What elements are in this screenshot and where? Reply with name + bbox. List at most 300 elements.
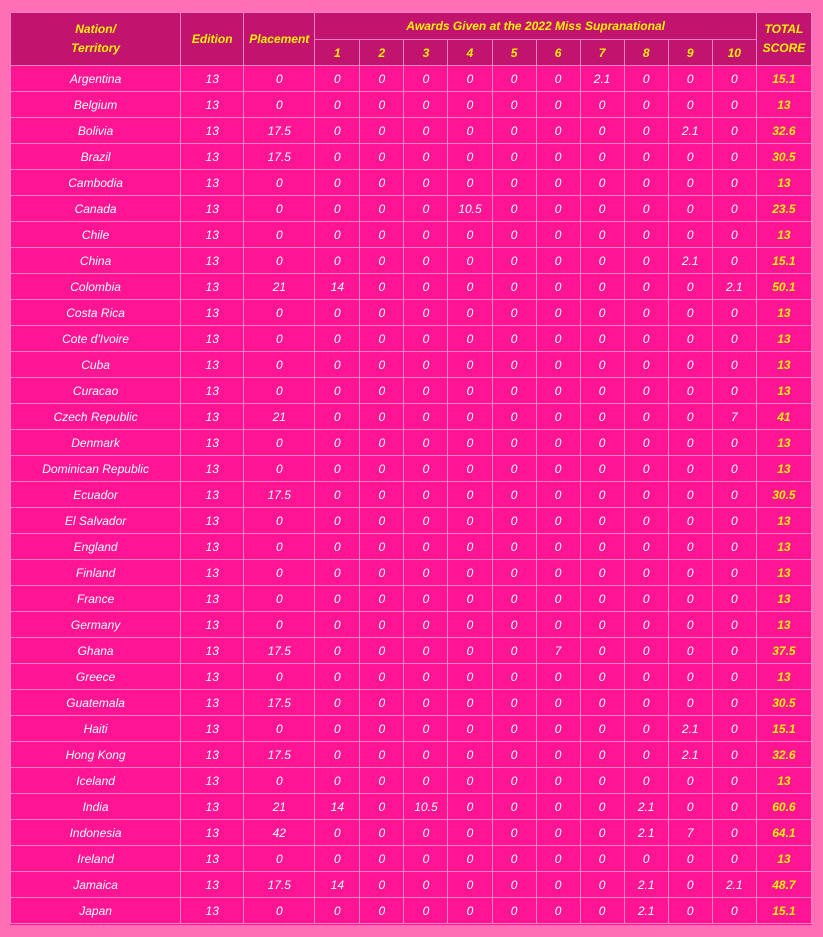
award-2-cell: 0 [360,716,404,742]
placement-cell: 0 [244,508,315,534]
award-1-cell: 0 [315,170,360,196]
table-row [11,430,812,456]
award-5-cell: 0 [492,794,536,820]
total-score-cell: 30.5 [756,690,811,716]
award-6-cell: 0 [536,872,580,898]
total-score-cell: 13 [756,586,811,612]
placement-cell: 0 [244,586,315,612]
award-1-cell: 0 [315,690,360,716]
award-9-cell: 0 [668,664,712,690]
header-award-4: 4 [448,40,492,66]
award-8-cell: 0 [624,716,668,742]
award-6-cell: 0 [536,430,580,456]
award-8-cell: 0 [624,768,668,794]
header-total-score [756,13,811,66]
nation-cell: Denmark [11,430,181,456]
award-4-cell: 0 [448,404,492,430]
award-4-cell: 0 [448,326,492,352]
award-4-cell: 0 [448,742,492,768]
award-1-cell: 0 [315,248,360,274]
award-9-cell: 0 [668,92,712,118]
award-10-cell: 0 [712,612,756,638]
award-9-cell: 0 [668,586,712,612]
total-score-cell: 13 [756,508,811,534]
edition-cell: 13 [181,66,244,92]
award-10-cell: 0 [712,456,756,482]
placement-cell: 0 [244,170,315,196]
award-7-cell: 0 [580,482,624,508]
edition-cell: 13 [181,872,244,898]
award-10-cell: 0 [712,144,756,170]
table-row [11,794,812,820]
award-7-cell: 0 [580,274,624,300]
award-1-cell: 0 [315,326,360,352]
award-7-cell: 0 [580,92,624,118]
award-1-cell: 0 [315,378,360,404]
table-row [11,872,812,898]
table-header [11,13,812,66]
award-6-cell: 7 [536,638,580,664]
table-row [11,846,812,872]
award-2-cell: 0 [360,612,404,638]
nation-cell: Colombia [11,274,181,300]
nation-cell: Ghana [11,638,181,664]
award-10-cell: 0 [712,118,756,144]
placement-cell: 17.5 [244,144,315,170]
award-2-cell: 0 [360,456,404,482]
award-8-cell: 0 [624,560,668,586]
award-4-cell: 0 [448,846,492,872]
award-5-cell: 0 [492,222,536,248]
award-3-cell: 0 [404,456,448,482]
award-5-cell: 0 [492,196,536,222]
nation-cell: Hong Kong [11,742,181,768]
award-10-cell: 0 [712,534,756,560]
award-6-cell: 0 [536,716,580,742]
score-table-container [10,12,812,925]
award-2-cell: 0 [360,638,404,664]
nation-cell: Canada [11,196,181,222]
table-row [11,534,812,560]
total-score-cell: 13 [756,534,811,560]
award-5-cell: 0 [492,638,536,664]
award-7-cell: 0 [580,742,624,768]
award-2-cell: 0 [360,508,404,534]
award-8-cell: 2.1 [624,898,668,924]
award-5-cell: 0 [492,456,536,482]
nation-cell: Bolivia [11,118,181,144]
award-10-cell: 0 [712,820,756,846]
award-7-cell: 0 [580,664,624,690]
placement-cell: 21 [244,274,315,300]
award-6-cell: 0 [536,560,580,586]
award-2-cell: 0 [360,846,404,872]
award-5-cell: 0 [492,170,536,196]
total-score-cell: 64.1 [756,820,811,846]
placement-cell: 17.5 [244,638,315,664]
total-score-cell: 13 [756,222,811,248]
header-placement: Placement [244,13,315,66]
award-8-cell: 0 [624,586,668,612]
nation-cell: Indonesia [11,820,181,846]
award-8-cell: 0 [624,248,668,274]
total-score-cell: 32.6 [756,118,811,144]
total-score-cell: 13 [756,352,811,378]
award-7-cell: 0 [580,404,624,430]
award-5-cell: 0 [492,690,536,716]
award-10-cell: 0 [712,352,756,378]
award-5-cell: 0 [492,768,536,794]
placement-cell: 0 [244,222,315,248]
award-8-cell: 0 [624,638,668,664]
award-6-cell: 0 [536,352,580,378]
award-1-cell: 14 [315,794,360,820]
total-score-cell: 13 [756,456,811,482]
award-3-cell: 0 [404,560,448,586]
award-8-cell: 2.1 [624,872,668,898]
award-2-cell: 0 [360,820,404,846]
award-7-cell: 0 [580,612,624,638]
total-score-cell: 13 [756,170,811,196]
edition-cell: 13 [181,170,244,196]
award-9-cell: 2.1 [668,248,712,274]
table-row [11,352,812,378]
header-award-5: 5 [492,40,536,66]
table-row [11,664,812,690]
award-4-cell: 0 [448,794,492,820]
award-2-cell: 0 [360,742,404,768]
award-6-cell: 0 [536,898,580,924]
award-4-cell: 0 [448,690,492,716]
award-3-cell: 0 [404,716,448,742]
table-row [11,612,812,638]
award-5-cell: 0 [492,586,536,612]
award-1-cell: 0 [315,66,360,92]
award-7-cell: 0 [580,196,624,222]
award-3-cell: 0 [404,846,448,872]
award-6-cell: 0 [536,768,580,794]
award-6-cell: 0 [536,404,580,430]
award-8-cell: 0 [624,690,668,716]
award-5-cell: 0 [492,898,536,924]
edition-cell: 13 [181,144,244,170]
placement-cell: 0 [244,768,315,794]
total-score-cell: 15.1 [756,248,811,274]
award-3-cell: 0 [404,196,448,222]
award-8-cell: 0 [624,456,668,482]
award-5-cell: 0 [492,430,536,456]
award-7-cell: 0 [580,638,624,664]
award-9-cell: 0 [668,222,712,248]
award-1-cell: 0 [315,456,360,482]
award-3-cell: 0 [404,66,448,92]
award-7-cell: 0 [580,430,624,456]
award-8-cell: 0 [624,378,668,404]
edition-cell: 13 [181,794,244,820]
award-6-cell: 0 [536,118,580,144]
award-3-cell: 0 [404,768,448,794]
award-7-cell: 0 [580,378,624,404]
award-3-cell: 0 [404,326,448,352]
edition-cell: 13 [181,560,244,586]
total-score-cell: 15.1 [756,66,811,92]
award-8-cell: 0 [624,742,668,768]
award-6-cell: 0 [536,534,580,560]
award-3-cell: 0 [404,144,448,170]
award-4-cell: 10.5 [448,196,492,222]
award-2-cell: 0 [360,872,404,898]
award-6-cell: 0 [536,456,580,482]
award-9-cell: 0 [668,300,712,326]
placement-cell: 21 [244,794,315,820]
table-row [11,690,812,716]
table-row [11,144,812,170]
award-4-cell: 0 [448,66,492,92]
award-9-cell: 0 [668,66,712,92]
nation-cell: China [11,248,181,274]
placement-cell: 0 [244,196,315,222]
award-3-cell: 0 [404,92,448,118]
table-row [11,66,812,92]
nation-cell: Curacao [11,378,181,404]
award-4-cell: 0 [448,300,492,326]
table-row [11,898,812,924]
award-4-cell: 0 [448,378,492,404]
award-5-cell: 0 [492,482,536,508]
placement-cell: 42 [244,820,315,846]
nation-cell: Brazil [11,144,181,170]
award-9-cell: 0 [668,378,712,404]
award-2-cell: 0 [360,196,404,222]
total-score-cell: 37.5 [756,638,811,664]
award-7-cell: 0 [580,248,624,274]
total-score-cell: 23.5 [756,196,811,222]
award-5-cell: 0 [492,378,536,404]
award-2-cell: 0 [360,352,404,378]
award-10-cell: 0 [712,768,756,794]
table-row [11,404,812,430]
award-4-cell: 0 [448,92,492,118]
award-2-cell: 0 [360,274,404,300]
total-score-cell: 13 [756,768,811,794]
award-8-cell: 0 [624,352,668,378]
award-4-cell: 0 [448,612,492,638]
placement-cell: 17.5 [244,872,315,898]
award-6-cell: 0 [536,66,580,92]
award-10-cell: 0 [712,898,756,924]
total-score-cell: 13 [756,378,811,404]
edition-cell: 13 [181,92,244,118]
placement-cell: 17.5 [244,742,315,768]
award-6-cell: 0 [536,222,580,248]
award-1-cell: 0 [315,768,360,794]
award-8-cell: 0 [624,534,668,560]
award-9-cell: 0 [668,768,712,794]
award-6-cell: 0 [536,482,580,508]
edition-cell: 13 [181,534,244,560]
award-9-cell: 0 [668,846,712,872]
award-4-cell: 0 [448,274,492,300]
award-4-cell: 0 [448,638,492,664]
table-row [11,716,812,742]
edition-cell: 13 [181,326,244,352]
award-2-cell: 0 [360,326,404,352]
header-total-line1: TOTAL [764,22,804,36]
award-6-cell: 0 [536,378,580,404]
nation-cell: Belgium [11,92,181,118]
award-6-cell: 0 [536,794,580,820]
award-9-cell: 0 [668,326,712,352]
header-award-1: 1 [315,40,360,66]
award-6-cell: 0 [536,508,580,534]
award-1-cell: 0 [315,846,360,872]
award-5-cell: 0 [492,144,536,170]
award-8-cell: 0 [624,222,668,248]
award-1-cell: 0 [315,404,360,430]
award-8-cell: 0 [624,144,668,170]
table-row [11,300,812,326]
award-3-cell: 0 [404,118,448,144]
table-row [11,820,812,846]
header-edition: Edition [181,13,244,66]
award-3-cell: 0 [404,820,448,846]
award-10-cell: 0 [712,248,756,274]
edition-cell: 13 [181,430,244,456]
award-6-cell: 0 [536,248,580,274]
award-3-cell: 0 [404,430,448,456]
award-5-cell: 0 [492,92,536,118]
placement-cell: 17.5 [244,690,315,716]
nation-cell: Costa Rica [11,300,181,326]
award-1-cell: 0 [315,92,360,118]
nation-cell: Chile [11,222,181,248]
edition-cell: 13 [181,690,244,716]
edition-cell: 13 [181,300,244,326]
award-7-cell: 0 [580,872,624,898]
award-6-cell: 0 [536,170,580,196]
placement-cell: 17.5 [244,482,315,508]
award-1-cell: 0 [315,820,360,846]
award-2-cell: 0 [360,118,404,144]
award-7-cell: 0 [580,170,624,196]
award-10-cell: 0 [712,482,756,508]
total-score-cell: 60.6 [756,794,811,820]
award-9-cell: 0 [668,690,712,716]
award-1-cell: 0 [315,560,360,586]
placement-cell: 0 [244,560,315,586]
award-9-cell: 0 [668,872,712,898]
award-8-cell: 2.1 [624,820,668,846]
award-1-cell: 0 [315,482,360,508]
award-5-cell: 0 [492,664,536,690]
edition-cell: 13 [181,612,244,638]
award-9-cell: 0 [668,482,712,508]
award-9-cell: 0 [668,638,712,664]
award-2-cell: 0 [360,144,404,170]
award-3-cell: 10.5 [404,794,448,820]
award-1-cell: 0 [315,742,360,768]
award-8-cell: 0 [624,92,668,118]
award-7-cell: 0 [580,222,624,248]
table-row [11,638,812,664]
placement-cell: 0 [244,430,315,456]
placement-cell: 0 [244,846,315,872]
placement-cell: 0 [244,66,315,92]
award-7-cell: 0 [580,690,624,716]
total-score-cell: 13 [756,430,811,456]
total-score-cell: 48.7 [756,872,811,898]
award-4-cell: 0 [448,820,492,846]
edition-cell: 13 [181,456,244,482]
award-3-cell: 0 [404,378,448,404]
award-3-cell: 0 [404,638,448,664]
award-9-cell: 2.1 [668,716,712,742]
award-6-cell: 0 [536,820,580,846]
award-7-cell: 0 [580,820,624,846]
award-3-cell: 0 [404,898,448,924]
total-score-cell: 30.5 [756,482,811,508]
placement-cell: 0 [244,300,315,326]
award-3-cell: 0 [404,274,448,300]
award-3-cell: 0 [404,690,448,716]
award-2-cell: 0 [360,768,404,794]
edition-cell: 13 [181,664,244,690]
award-7-cell: 0 [580,586,624,612]
total-score-cell: 30.5 [756,144,811,170]
award-3-cell: 0 [404,586,448,612]
award-9-cell: 0 [668,794,712,820]
award-6-cell: 0 [536,300,580,326]
total-score-cell: 13 [756,326,811,352]
award-7-cell: 0 [580,352,624,378]
award-8-cell: 0 [624,66,668,92]
award-4-cell: 0 [448,352,492,378]
award-6-cell: 0 [536,690,580,716]
award-6-cell: 0 [536,742,580,768]
award-1-cell: 0 [315,716,360,742]
edition-cell: 13 [181,820,244,846]
award-8-cell: 0 [624,612,668,638]
award-3-cell: 0 [404,300,448,326]
award-8-cell: 0 [624,326,668,352]
edition-cell: 13 [181,742,244,768]
award-7-cell: 0 [580,898,624,924]
award-1-cell: 14 [315,872,360,898]
nation-cell: Cuba [11,352,181,378]
award-8-cell: 0 [624,846,668,872]
award-10-cell: 2.1 [712,274,756,300]
award-9-cell: 0 [668,170,712,196]
edition-cell: 13 [181,768,244,794]
total-score-cell: 15.1 [756,898,811,924]
award-6-cell: 0 [536,664,580,690]
award-5-cell: 0 [492,534,536,560]
award-7-cell: 0 [580,534,624,560]
placement-cell: 0 [244,248,315,274]
edition-cell: 13 [181,274,244,300]
award-4-cell: 0 [448,482,492,508]
table-row [11,222,812,248]
award-8-cell: 0 [624,508,668,534]
award-9-cell: 0 [668,404,712,430]
edition-cell: 13 [181,898,244,924]
table-row [11,586,812,612]
award-8-cell: 0 [624,196,668,222]
award-9-cell: 0 [668,144,712,170]
total-score-cell: 32.6 [756,742,811,768]
edition-cell: 13 [181,586,244,612]
award-10-cell: 0 [712,170,756,196]
